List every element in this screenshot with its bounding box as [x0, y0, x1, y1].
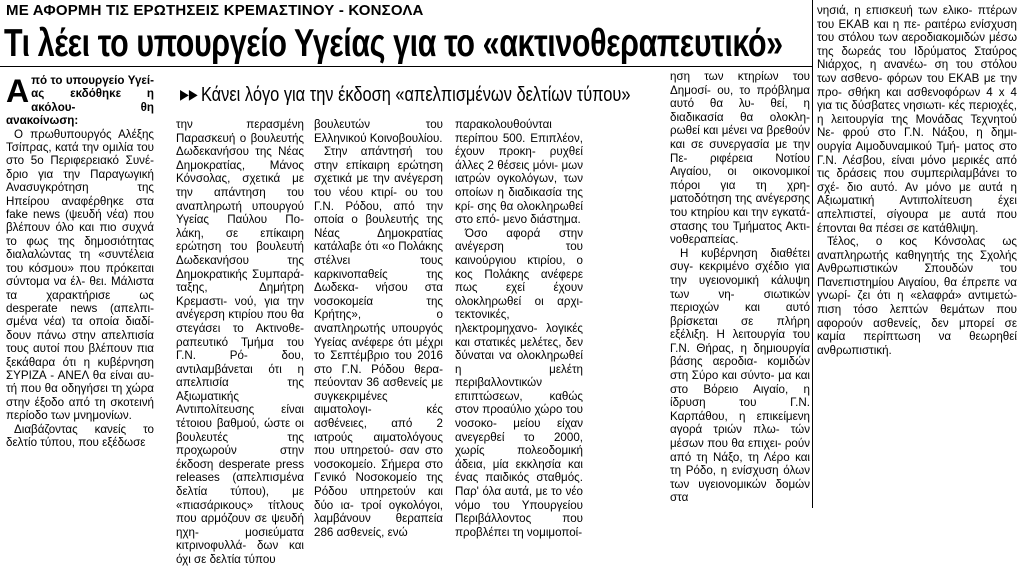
article-column-right: [817, 4, 1017, 494]
paragraph: Στην απάντησή του στην επίκαιρη ερώτηση σχετικά με την ανέγερση του νέου κτιρί- ου του Γ.Ν. Ρόδου, από την οποία ο βουλευτής της Νέας Δημοκρατίας κατάλαβε ότι «ο Πολάκης στέλνει τους καρκινοπαθείς της Δωδεκα- νήσου στα νοσοκομεία της Κρήτης», ο αναπληρωτής υπουργός Υγείας ανέφερε ότι μέχρι το Σεπτέμβριο του 2016 στο Γ.Ν. Ρόδου θερα- πεύονταν 36 ασθενείς με συγκεκριμένες αιματολογι- κές ασθένειες, από 2 ιατρούς αιματολόγους που υπηρετού- σαν στο νοσοκομείο. Σήμερα στο Γενικό Νοσοκομείο της Ρόδου υπηρετούν και δύο ια- τροί ογκολόγοι, λαμβάνουν θεραπεία 286 ασθενείς, ενώ: [314, 145, 443, 539]
paragraph: νησιά, η επισκευή των ελικο- πτέρων του ΕΚΑΒ και η πε- ραιτέρω ενίσχυση του στόλου των αεροδιακομιδών μέσω της δωρεάς του Ιδρύματος Σταύρος Νιάρχος, η ανανέω- ση του στόλου των ασθενο- φόρων του ΕΚΑΒ με την προ- σθήκη και ασθενοφόρων 4 x 4 για τις δύσβατες νησιωτι- κές περιοχές, η λειτουργία της Μονάδας Τεχνητού Νε- φρού στο Γ.Ν. Νάξου, η δημι- ουργία Αιμοδυναμικού Τμή- ματος στο Γ.Ν. Λέσβου, είναι μόνο μερικές από τις δράσεις που συμπεριλαμβάνει το σχέ- διο αυτό. Αν μόνο με αυτά η Αξιωματική Αντιπολίτευση έχει απελπιστεί, σίγουρα με αυτά που έπονται θα πέσει σε κατάθλιψη.: [817, 4, 1017, 235]
double-arrow-icon: ▶▶: [180, 86, 198, 102]
kicker: ΜΕ ΑΦΟΡΜΗ ΤΙΣ ΕΡΩΤΗΣΕΙΣ ΚΡΕΜΑΣΤΙΝΟΥ - ΚΟΝΣΟΛΑ: [6, 2, 424, 19]
article-column-3: [314, 118, 443, 539]
article-column-5: [670, 70, 810, 505]
column-divider-vertical: [812, 0, 813, 508]
headline-rule: [0, 66, 812, 67]
article-column-2: [176, 118, 304, 566]
lead-body-2: Διαβάζοντας κανείς το δελτίο τύπου, που εξέδωσε: [6, 422, 154, 449]
paragraph: ηση των κτηρίων του Δημοσί- ου, το πρόβλημα αυτό θα λυ- θεί, η διαδικασία θα ολοκλη- ρωθεί και μένει να βρεθούν και σε συνεργασία με την Πε- ριφέρεια Νοτίου Αιγαίου, οι οικονομικοί πόροι για τη χρη- ματοδότηση της ανέγερσης του κτηρίου και την εγκατά- στασης του Τμήματος Ακτι- νοθεραπείας.: [670, 70, 810, 247]
lead-body: Ο πρωθυπουργός Αλέξης Τσίπρας, κατά την ομιλία του στο 5ο Περιφερειακό Συνέ- δριο για την Παραγωγική Ανασυγκρότηση της Ηπείρου αναφέρθηκε στα fake news (ψευδή νέα) που βλέπουν όλο και πιο συχνά το φως της δημοσιότητας διαλαλώντας τη «συντέλεια του κόσμου» που πρόκειται σύντομα να έλ- θει. Μάλιστα τα χαρακτήρισε ως desperate news (απελπι- σμένα νέα) τα οποία διαδί- δουν πάνω στην απελπισία τους αυτοί που βλέπουν πια ξεκάθαρα ότι η κυβέρνηση ΣΥΡΙΖΑ - ΑΝΕΛ θα είναι αυ- τή που θα οδηγήσει τη χώρα στην έξοδο από τη σκοτεινή περίοδο των μνημονίων.: [6, 127, 154, 423]
paragraph: βουλευτών του Ελληνικού Κοινοβουλίου.: [314, 118, 443, 145]
lead-intro: πό το υπουργείο Υγεί- ας εκδόθηκε η ακόλου- θη ανακοίνωση:: [6, 74, 154, 128]
dropcap: Α: [6, 73, 30, 109]
paragraph: Όσο αφορά στην ανέγερση του καινούργιου κτιρίου, ο κος Πολάκης ανέφερε πως εχεί έχουν ολοκληρωθεί οι αρχι- τεκτονικές, ηλεκτρομηχανο- λογικές και στατικές μελέτες, δεν δύναται να ολοκληρωθεί η μελέτη περιβαλλοντικών επιπτώσεων, καθώς στον προαύλιο χώρο του νοσοκο- μείου είχαν ανεγερθεί το 2000, χωρίς πολεοδομική άδεια, μία εκκλησία και ένας παιδικός σταθμός. Παρ' όλα αυτά, με το νέο νόμο του Υπουργείου Περιβάλλοντος που προβλέπει τη νομιμοποί-: [455, 226, 583, 539]
lead-column: [6, 74, 154, 504]
paragraph: Η κυβέρνηση διαθέτει συγ- κεκριμένο σχέδιο για την υγειονομική κάλυψη των νη- σιωτικών περιοχών και αυτό βρίσκεται σε πλήρη εξέλιξη. Η λειτουργία του Γ.Ν. Θήρας, η δημιουργία βάσης αεροδια- κομιδών στη Σύρο και σύντο- μα και στο Βόρειο Αιγαίο, η ίδρυση του Γ.Ν. Καρπάθου, η επικείμενη αγορά τριών πλω- τών μέσων που θα επιχει- ρούν από τη Νάξο, τη Λέρο και τη Ρόδο, η ενίσχυση όλων των υγειονομικών δομών στα: [670, 246, 810, 505]
paragraph: την περασμένη Παρασκευή ο βουλευτής Δωδεκανήσου της Νέας Δημοκρατίας, Μάνος Κόνσολας, σχετικά με την απάντηση του αναπληρωτή υπουργού Υγείας Παύλου Πο- λάκη, σε επίκαιρη ερώτηση του βουλευτή Δωδεκανήσου της Δημοκρατικής Συμπαρά- ταξης, Δημήτρη Κρεμαστι- νού, για την ανέγερση κτιρίου που θα στεγάσει το Ακτινοθε- ραπευτικό Τμήμα του Γ.Ν. Ρό- δου, αντιλαμβάνεται ότι η απελπισία της Αξιωματικής Αντιπολίτευσης είναι τέτοιου βαθμού, ώστε οι βουλευτές της προχωρούν στην έκδοση desperate press releases (απελπισμένα δελτία τύπου), με «πιασάρικους» τίτλους που αρμόζουν σε ψευδή ηχη- μοσιεύματα κιτρινοφυλλά- δων και όχι σε δελτία τύπου: [176, 118, 304, 566]
subhead-text: Κάνει λόγο για την έκδοση «απελπισμένων δελτίων τύπου»: [200, 84, 631, 106]
subhead: [180, 84, 631, 107]
article-column-4: [455, 118, 583, 539]
paragraph: Τέλος, ο κος Κόνσολας ως αναπληρωτής καθηγητής της Σχολής Ανθρωπιστικών Σπουδών του Πανεπιστημίου Αιγαίου, θα έπρεπε να γνωρί- ζει ότι η «ελαφρά» αντιμετώ- πιση τόσο λεπτών θεμάτων που αφορούν ασθενείς, δεν μπορεί σε καμία περίπτωση να θεωρηθεί ανθρωπιστική.: [817, 235, 1017, 357]
paragraph: παρακολουθούνται περίπου 500. Επιπλέον, έχουν προκη- ρυχθεί άλλες 2 θέσεις μόνι- μων ιατρών ογκολόγων, των οποίων η διαδικασία της κρί- σης θα ολοκληρωθεί στο επό- μενο διάστημα.: [455, 118, 583, 227]
page-title: Τι λέει το υπουργείο Υγείας για το «ακτινοθεραπευτικό»: [4, 22, 783, 65]
